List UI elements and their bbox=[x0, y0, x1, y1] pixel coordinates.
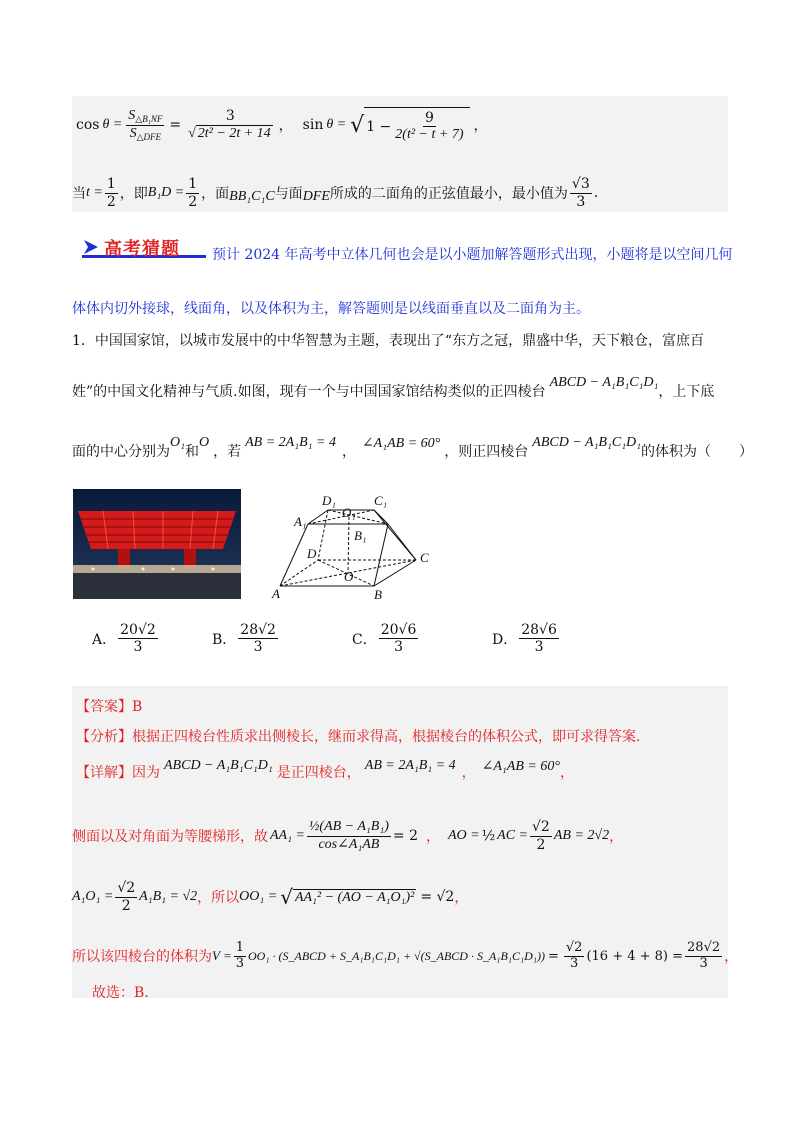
min-value-num: √3 bbox=[571, 176, 590, 193]
label-o1: O₁ bbox=[342, 505, 356, 520]
aa1-result: = 2 bbox=[392, 828, 418, 844]
option-a-den: 3 bbox=[133, 639, 143, 656]
sin-radicand bbox=[364, 107, 469, 143]
option-d-letter: D． bbox=[492, 631, 518, 648]
min-value-line bbox=[72, 176, 598, 210]
label-d1: D₁ bbox=[322, 493, 336, 508]
detail-tag: 【详解】 bbox=[76, 765, 132, 781]
aa1-den: cos∠A₁AB bbox=[318, 836, 380, 852]
root2-half-fraction bbox=[530, 819, 552, 852]
detail-comma: ， bbox=[461, 765, 476, 781]
area-num-sub: △B₁NF bbox=[135, 114, 163, 125]
aa1-eq: AA₁ = bbox=[270, 828, 305, 843]
period: . bbox=[593, 185, 599, 201]
option-b-den: 3 bbox=[253, 639, 263, 656]
frustum-name: ABCD − A₁B₁C₁D₁ bbox=[549, 375, 659, 390]
question-text-2a: 姓”的中国文化精神与气质.如图，现有一个与中国国家馆结构类似的正四棱台 bbox=[72, 384, 546, 400]
option-a[interactable] bbox=[92, 622, 160, 655]
label-a: A bbox=[272, 586, 280, 601]
center-o1: O₁ bbox=[170, 435, 185, 450]
half-fraction-2 bbox=[186, 176, 199, 209]
prediction-line-2: 体体内切外接球，线面角，以及体积为主，解答题则是以线面垂直以及二面角为主。 bbox=[72, 301, 590, 317]
detail-line-2 bbox=[72, 812, 623, 860]
sin-inner-num: 9 bbox=[424, 109, 434, 126]
oo1-radicand: AA₁² − (AO − A₁O₁)² bbox=[294, 889, 415, 905]
then-text: ，则正四棱台 bbox=[444, 444, 529, 460]
plane-dfe: DFE bbox=[302, 189, 330, 204]
question-text-3a: 面的中心分别为 bbox=[72, 444, 170, 460]
edge-c1c-2 bbox=[374, 510, 416, 560]
oo1-eq: OO₁ = bbox=[239, 889, 278, 904]
b1d-eq: B₁D = bbox=[147, 185, 185, 200]
area-ratio-fraction bbox=[126, 108, 164, 142]
root2-num-2: √2 bbox=[117, 880, 136, 897]
volume-is-text: 所以该四棱台的体积为 bbox=[72, 949, 212, 965]
root2-third-num: √2 bbox=[565, 939, 583, 955]
two-den-2: 2 bbox=[121, 897, 131, 914]
conclusion: 故选：B. bbox=[92, 985, 149, 1001]
label-o: O bbox=[344, 569, 354, 584]
aa1-num: ½(AB − A₁B₁) bbox=[307, 819, 391, 836]
option-a-letter: A． bbox=[92, 631, 117, 648]
condition-angle: ∠A₁AB = 60° bbox=[361, 435, 441, 451]
a1b1-result: A₁B₁ = √2 bbox=[139, 889, 198, 904]
dihedral-text: 所成的二面角的正弦值最小，最小值为 bbox=[329, 186, 568, 202]
banner-label: 高考猜题 bbox=[104, 239, 180, 260]
question-line-1: 1．中国国家馆，以城市发展中的中华智慧为主题，表现出了“东方之冠，鼎盛中华，天下粮仓，富庶百 bbox=[72, 333, 705, 349]
t-eq: t = bbox=[86, 185, 103, 200]
root2-num: √2 bbox=[532, 819, 550, 836]
frustum-name-2: ABCD − A₁B₁C₁D₁ bbox=[532, 435, 642, 450]
label-b: B bbox=[374, 587, 382, 602]
cos-result-den: √ 2t² − 2t + 14 bbox=[188, 125, 271, 141]
a1o1-eq: A₁O₁ = bbox=[72, 889, 114, 904]
comma-1: ， bbox=[341, 444, 356, 460]
edge-b1b bbox=[374, 524, 388, 586]
comma-3: ， bbox=[609, 829, 624, 845]
exam-prediction-banner bbox=[82, 235, 206, 261]
ao-eq: AO = bbox=[447, 828, 480, 843]
because-text: 因为 bbox=[132, 765, 160, 781]
volume-result-num: 28√2 bbox=[687, 939, 721, 955]
cos-result-radicand: 2t² − 2t + 14 bbox=[197, 125, 271, 141]
option-c-fraction bbox=[379, 622, 419, 655]
and-text: 和 bbox=[184, 444, 199, 460]
volume-sum: (16 + 4 + 8) = bbox=[586, 948, 684, 964]
cos-result-fraction bbox=[186, 108, 275, 141]
sin-label: sin bbox=[302, 117, 324, 133]
ac-eq: AC = bbox=[497, 828, 529, 843]
plane-text: ，面 bbox=[201, 186, 230, 202]
area-den-symbol: S bbox=[129, 125, 137, 141]
option-b-letter: B． bbox=[212, 631, 237, 648]
volume-result-fraction bbox=[685, 941, 722, 972]
sin-inner-fraction bbox=[393, 110, 465, 143]
cos-result-num: 3 bbox=[225, 108, 235, 125]
option-d[interactable] bbox=[492, 622, 561, 655]
root2-half-fraction-2 bbox=[115, 880, 137, 913]
pavilion-image bbox=[73, 489, 241, 599]
diag-b1d1 bbox=[328, 510, 388, 524]
option-d-num: 28√6 bbox=[521, 622, 557, 638]
option-d-fraction bbox=[519, 622, 559, 655]
sin-lhs: θ = bbox=[326, 117, 347, 132]
label-a1: A₁ bbox=[294, 514, 307, 529]
one-third-num: 1 bbox=[235, 939, 245, 955]
analysis-line bbox=[76, 726, 640, 746]
option-c[interactable] bbox=[352, 622, 420, 655]
detail-frustum: ABCD − A₁B₁C₁D₁ bbox=[164, 758, 273, 773]
comma-4: ， bbox=[454, 890, 469, 906]
analysis-tag: 【分析】 bbox=[76, 729, 132, 745]
is-frustum-text: 是正四棱台， bbox=[276, 765, 361, 781]
min-value-fraction bbox=[570, 176, 592, 209]
detail-line-3: A₁O₁ = $\frac{√2}{2}$ A₁B₁ = √2 ，所以 OO₁ = √ AA₁² − (AO − A₁O₁)² = √2 ， bbox=[72, 880, 469, 914]
oo1-result: = √2 bbox=[420, 889, 455, 905]
area-ratio-num bbox=[126, 108, 164, 125]
edge-d1d bbox=[318, 510, 328, 560]
detail-cond-angle: ∠A₁AB = 60° bbox=[481, 758, 560, 774]
two-den: 2 bbox=[536, 836, 546, 853]
label-b1: B₁ bbox=[354, 528, 367, 543]
comma-5: ， bbox=[724, 949, 739, 965]
detail-cond-ab: AB = 2A₁B₁ = 4 bbox=[364, 758, 456, 773]
cos-sin-line: cos θ = $\frac{S_{\triangle B_1NF}}{S_{\triangle DFE}}$ = $\frac{3}{\text{√ 2t² − 2t + 14}}$ ， sin θ = √ 1 − $\frac{9}{\text{2(t² − t + 7)}}$ ， bbox=[76, 108, 488, 142]
option-c-den: 3 bbox=[394, 639, 403, 656]
sin-inner-lead: 1 − bbox=[366, 118, 392, 135]
option-c-letter: C． bbox=[352, 631, 377, 648]
trapezoid-text: 侧面以及对角面为等腰梯形，故 bbox=[72, 829, 268, 845]
half-den-1: 2 bbox=[106, 193, 116, 210]
arrow-icon bbox=[84, 240, 98, 254]
option-d-den: 3 bbox=[534, 639, 544, 656]
half-fraction-1 bbox=[105, 176, 118, 209]
label-d: D bbox=[307, 546, 317, 561]
min-value-den: 3 bbox=[576, 193, 586, 210]
v-eq: V = bbox=[212, 948, 232, 963]
root2-third-fraction bbox=[564, 941, 585, 972]
question-line-3 bbox=[72, 435, 754, 464]
comma-2: ， bbox=[425, 829, 440, 845]
volume-eq: = bbox=[547, 948, 559, 964]
half-symbol: ½ bbox=[481, 828, 496, 844]
question-line-2 bbox=[72, 375, 715, 404]
volume-formula: OO₁ · (S_ABCD + S_A₁B₁C₁D₁ + √(S_ABCD · S_A₁B₁C₁D₁)) bbox=[248, 948, 545, 963]
frustum-diagram bbox=[270, 490, 440, 605]
one-third-fraction bbox=[234, 941, 246, 972]
with-plane-text: 与面 bbox=[274, 186, 303, 202]
sin-inner-den: 2(t² − t + 7) bbox=[395, 127, 464, 142]
option-a-fraction bbox=[118, 622, 158, 655]
detail-end: ， bbox=[559, 765, 574, 781]
area-num-symbol: S bbox=[128, 108, 136, 124]
option-b-fraction bbox=[238, 622, 278, 655]
area-ratio-den bbox=[128, 126, 163, 142]
ab-result: AB = 2√2 bbox=[553, 828, 610, 843]
aa1-fraction bbox=[307, 819, 391, 852]
answer-tag: 【答案】B bbox=[76, 699, 143, 715]
option-b[interactable] bbox=[212, 622, 280, 655]
when-text: 当 bbox=[72, 186, 86, 202]
question-text-2b: ，上下底 bbox=[658, 384, 715, 400]
axis-oo1 bbox=[348, 517, 349, 573]
option-c-num: 20√6 bbox=[380, 622, 417, 638]
center-o: O bbox=[198, 435, 210, 450]
analysis-text: 根据正四棱台性质求出侧棱长，继而求得高，根据棱台的体积公式，即可求得答案. bbox=[132, 729, 641, 745]
half-num-2: 1 bbox=[188, 176, 198, 193]
half-den-2: 2 bbox=[188, 193, 198, 210]
option-a-num: 20√2 bbox=[120, 622, 156, 638]
prediction-line-1: 预计 2024 年高考中立体几何也会是以小题加解答题形式出现，小题将是以空间几何 bbox=[212, 247, 733, 263]
detail-line-4 bbox=[72, 934, 738, 978]
one-third-den: 3 bbox=[235, 955, 245, 971]
if-text: ，若 bbox=[213, 444, 242, 460]
namely-text: ，即 bbox=[119, 186, 148, 202]
volume-result-den: 3 bbox=[699, 955, 708, 971]
china-pavilion-photo bbox=[73, 489, 241, 599]
label-c1: C₁ bbox=[374, 493, 388, 508]
cos-lhs: θ = bbox=[102, 117, 123, 132]
detail-line-1 bbox=[76, 758, 574, 786]
therefore-text: ，所以 bbox=[197, 890, 240, 906]
option-b-num: 28√2 bbox=[240, 622, 276, 638]
root2-third-den: 3 bbox=[570, 955, 579, 971]
area-den-sub: △DFE bbox=[136, 131, 162, 142]
plane-bb1c1c: BB₁C₁C bbox=[229, 189, 275, 204]
condition-ab: AB = 2A₁B₁ = 4 bbox=[245, 435, 336, 450]
volume-text: 的体积为（ ） bbox=[641, 444, 754, 460]
label-c: C bbox=[420, 550, 429, 565]
cos-label: cos bbox=[76, 117, 100, 133]
half-num-1: 1 bbox=[106, 176, 116, 193]
